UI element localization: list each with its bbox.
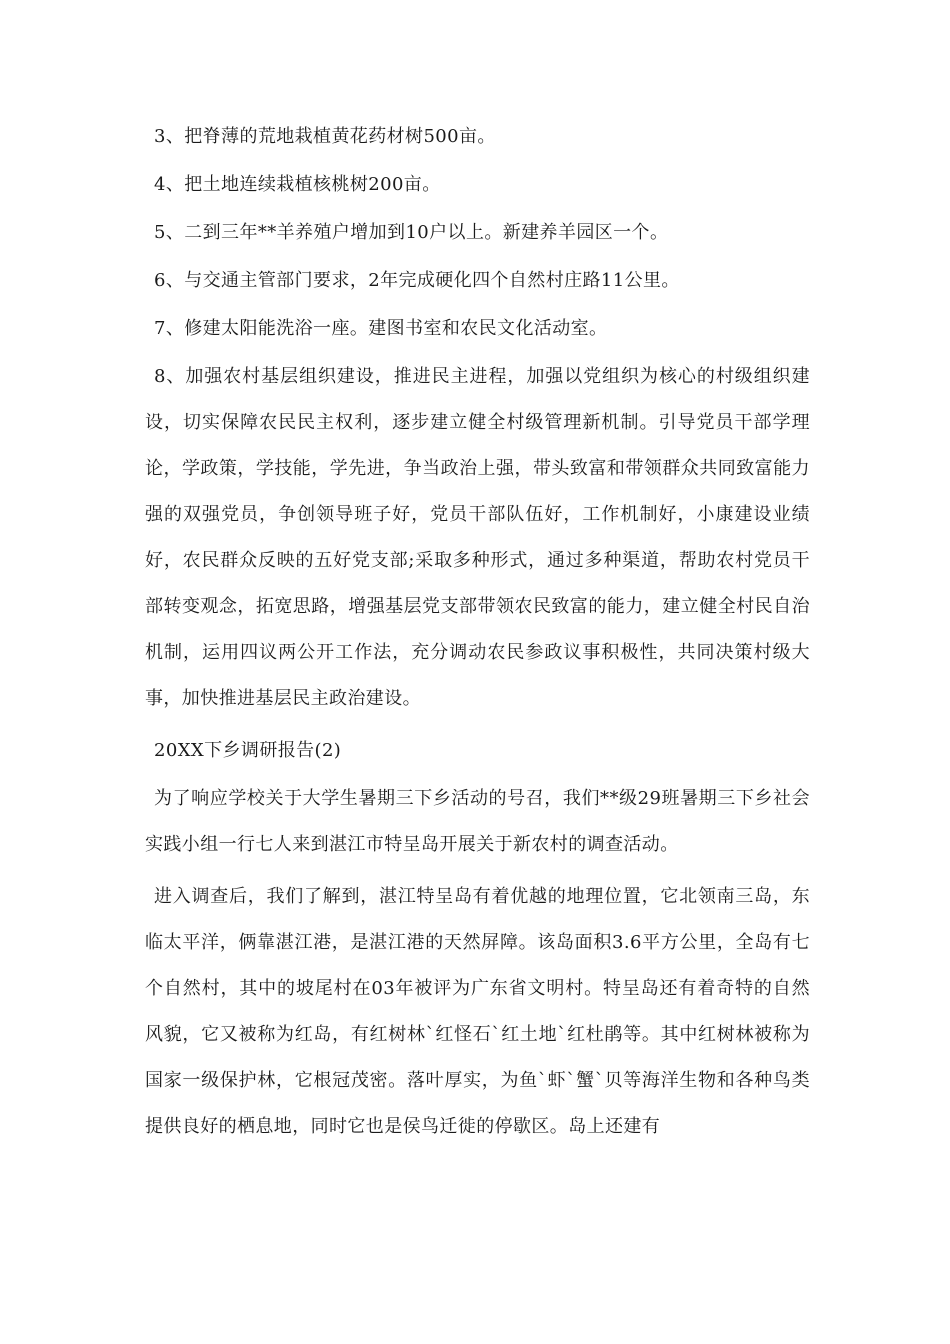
- paragraph-item-7: 7、修建太阳能洗浴一座。建图书室和农民文化活动室。: [154, 318, 608, 339]
- paragraph-intro: 为了响应学校关于大学生暑期三下乡活动的号召，我们**级29班暑期三下乡社会实践小组一行七人来到湛江市特呈岛开展关于新农村的调查活动。: [145, 788, 810, 855]
- paragraph-item-6: 6、与交通主管部门要求，2年完成硬化四个自然村庄路11公里。: [154, 270, 680, 291]
- section-heading: 20XX下乡调研报告(2): [154, 740, 342, 761]
- paragraph-item-3: 3、把脊薄的荒地栽植黄花药材树500亩。: [154, 126, 496, 147]
- paragraph-item-5: 5、二到三年**羊养殖户增加到10户以上。新建养羊园区一个。: [154, 222, 669, 243]
- paragraph-item-8: 8、加强农村基层组织建设，推进民主进程，加强以党组织为核心的村级组织建设，切实保障农民民主权利，逐步建立健全村级管理新机制。引导党员干部学理论，学政策，学技能，学先进，争当政治上强，带头致富和带领群众共同致富能力强的双强党员，争创领导班子好，党员干部队伍好，工作机制好，小康建设业绩好，农民群众反映的五好党支部;采取多种形式，通过多种渠道，帮助农村党员干部转变观念，拓宽思路，增强基层党支部带领农民致富的能力，建立健全村民自治机制，运用四议两公开工作法，充分调动农民参政议事积极性，共同决策村级大事，加快推进基层民主政治建设。: [145, 366, 810, 709]
- document-body: [145, 114, 810, 1156]
- paragraph-item-4: 4、把土地连续栽植核桃树200亩。: [154, 174, 441, 195]
- paragraph-investigation: 进入调查后，我们了解到，湛江特呈岛有着优越的地理位置，它北领南三岛，东临太平洋，俩靠湛江港，是湛江港的天然屏障。该岛面积3.6平方公里，全岛有七个自然村，其中的坡尾村在03年被评为广东省文明村。特呈岛还有着奇特的自然风貌，它又被称为红岛，有红树林`红怪石`红土地`红杜鹃等。其中红树林被称为国家一级保护林，它根冠茂密。落叶厚实，为鱼`虾`蟹`贝等海洋生物和各种鸟类提供良好的栖息地，同时它也是侯鸟迁徙的停歇区。岛上还建有: [145, 886, 810, 1137]
